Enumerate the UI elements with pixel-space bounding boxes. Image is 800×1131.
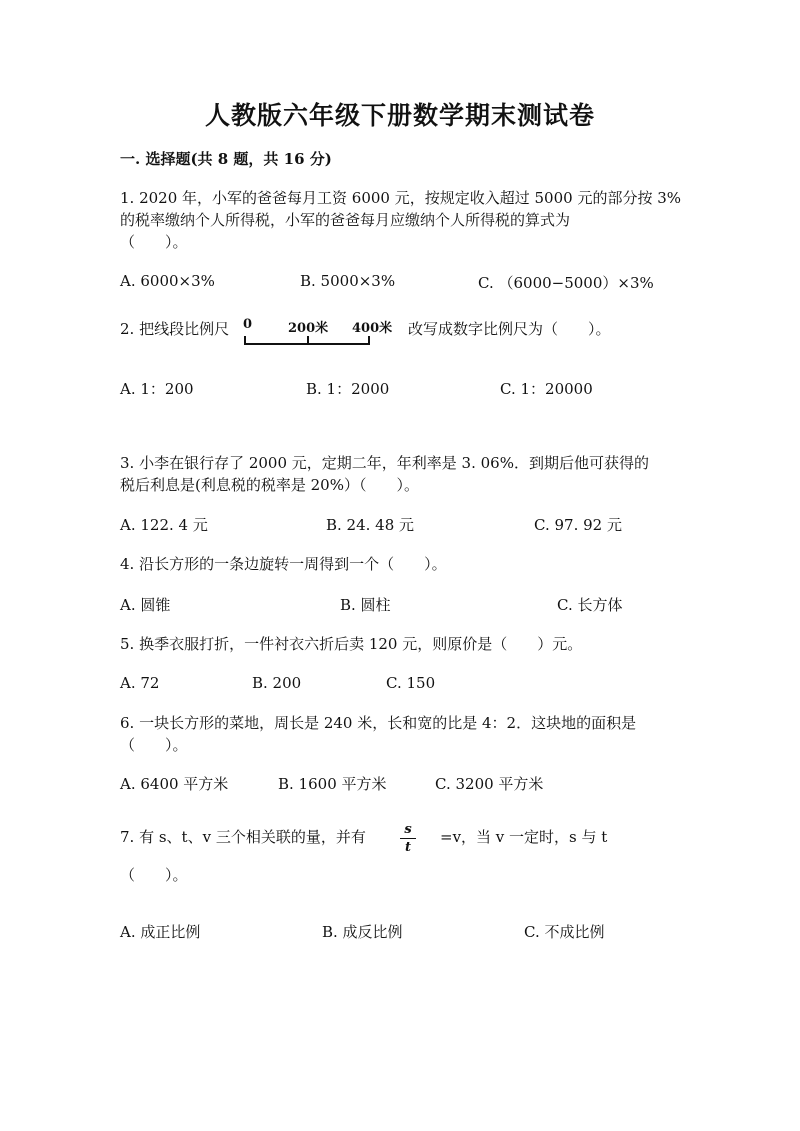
option-b: B. 1：2000 bbox=[306, 380, 390, 398]
question-text-line: （ ）。 bbox=[120, 736, 188, 754]
option-a: A. 6400 平方米 bbox=[120, 775, 229, 793]
option-c: C. 1：20000 bbox=[500, 380, 593, 398]
option-a: A. 1：200 bbox=[120, 380, 194, 398]
option-c: C. 97. 92 元 bbox=[534, 516, 622, 534]
option-a: A. 圆锥 bbox=[120, 596, 171, 614]
option-a: A. 成正比例 bbox=[120, 923, 201, 941]
option-b: B. 圆柱 bbox=[340, 596, 391, 614]
fraction-numerator: s bbox=[404, 822, 412, 837]
fraction-s-over-t bbox=[400, 822, 416, 855]
option-c: C. 3200 平方米 bbox=[435, 775, 544, 793]
question-text-prefix: 2. 把线段比例尺 bbox=[120, 320, 230, 338]
question-text-line: 3. 小李在银行存了 2000 元，定期二年，年利率是 3. 06%．到期后他可获得的 bbox=[120, 454, 649, 472]
question-text-line: 5. 换季衣服打折，一件衬衣六折后卖 120 元，则原价是（ ）元。 bbox=[120, 635, 583, 653]
question-text-line: 的税率缴纳个人所得税，小军的爸爸每月应缴纳个人所得税的算式为 bbox=[120, 211, 571, 229]
question-text-line: （ ）。 bbox=[120, 866, 188, 884]
scale-label-0: 0 bbox=[243, 317, 253, 332]
section-heading: 一. 选择题(共 8 题，共 16 分) bbox=[120, 150, 332, 168]
option-c: C. 150 bbox=[386, 674, 436, 692]
scale-label-200: 200米 bbox=[288, 321, 329, 336]
fraction-bar bbox=[400, 838, 416, 839]
option-b: B. 24. 48 元 bbox=[326, 516, 415, 534]
question-text-line: 税后利息是(利息税的税率是 20%）（ ）。 bbox=[120, 476, 419, 494]
option-b: B. 5000×3% bbox=[300, 272, 396, 290]
option-b: B. 成反比例 bbox=[322, 923, 403, 941]
option-a: A. 72 bbox=[120, 674, 160, 692]
option-c: C. 长方体 bbox=[557, 596, 623, 614]
option-a: A. 6000×3% bbox=[120, 272, 215, 290]
scale-label-400: 400米 bbox=[352, 321, 393, 336]
question-text-line: （ ）。 bbox=[120, 233, 188, 251]
question-text-line: 4. 沿长方形的一条边旋转一周得到一个（ ）。 bbox=[120, 555, 447, 573]
option-a: A. 122. 4 元 bbox=[120, 516, 208, 534]
question-text-prefix: 7. 有 s、t、v 三个相关联的量，并有 bbox=[120, 828, 366, 846]
question-text-line: 1. 2020 年，小军的爸爸每月工资 6000 元，按规定收入超过 5000 元的部分按 3% bbox=[120, 189, 682, 207]
option-c: C. （6000−5000）×3% bbox=[478, 274, 654, 292]
question-text-line: 6. 一块长方形的菜地，周长是 240 米，长和宽的比是 4：2．这块地的面积是 bbox=[120, 714, 637, 732]
option-c: C. 不成比例 bbox=[524, 923, 605, 941]
scale-bar bbox=[244, 334, 372, 348]
question-text-suffix: 改写成数字比例尺为（ ）。 bbox=[408, 320, 611, 338]
option-b: B. 1600 平方米 bbox=[278, 775, 387, 793]
fraction-denominator: t bbox=[404, 840, 411, 855]
page-title: 人教版六年级下册数学期末测试卷 bbox=[204, 101, 595, 130]
option-b: B. 200 bbox=[252, 674, 302, 692]
question-text-suffix: =v，当 v 一定时，s 与 t bbox=[440, 828, 608, 846]
